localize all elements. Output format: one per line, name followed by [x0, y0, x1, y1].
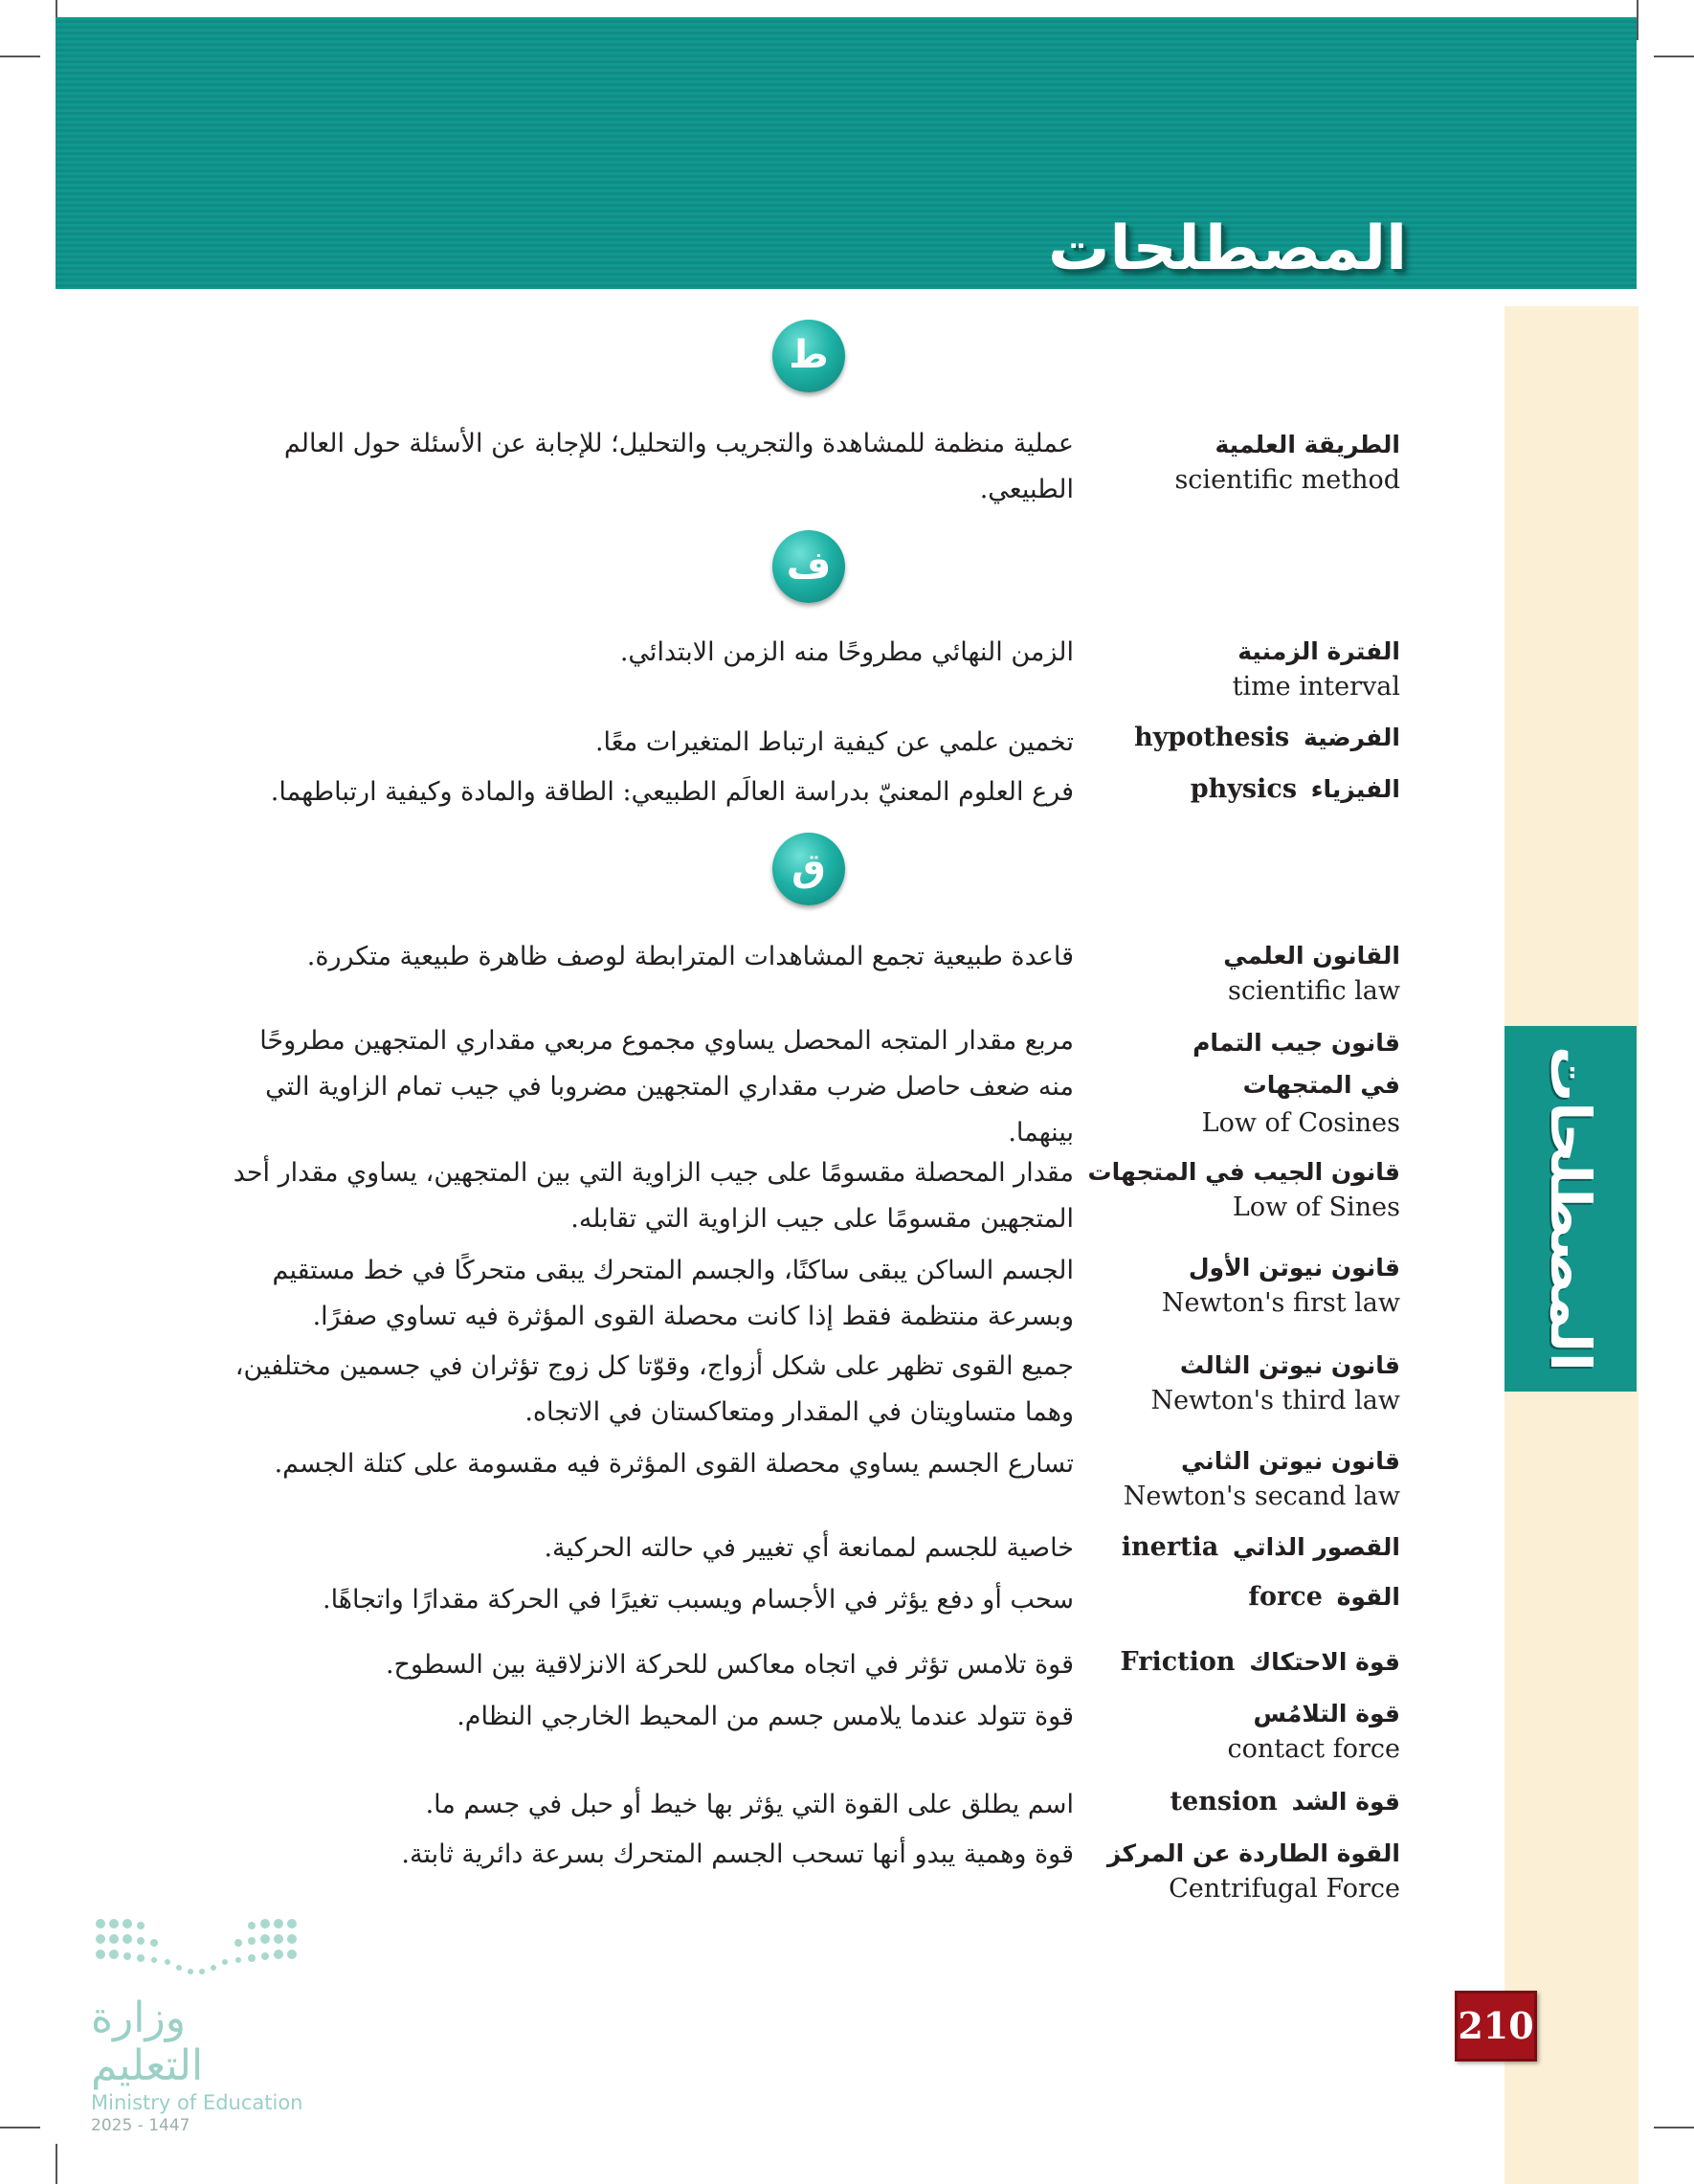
term-arabic: قانون نيوتن الأول — [1188, 1254, 1400, 1281]
term-definition: قوة وهمية يبدو أنها تسحب الجسم المتحرك بسرعة دائرية ثابتة. — [401, 1839, 1074, 1869]
crop-mark — [1654, 56, 1694, 57]
term-english: scientific law — [1227, 976, 1400, 1006]
term-english: Newton's first law — [1161, 1288, 1400, 1318]
term-definition: اسم يطلق على القوة التي يؤثر بها خيط أو حبل في جسم ما. — [425, 1790, 1074, 1819]
term-arabic: الفترة الزمنية — [1237, 637, 1400, 665]
ministry-year: 2025 - 1447 — [91, 2116, 190, 2135]
term-english: Newton's secand law — [1123, 1482, 1400, 1511]
term-definition: مربع مقدار المتجه المحصل يساوي مجموع مربعي مقداري المتجهين مطروحًا منه ضعف حاصل ضرب مقداري المتجهين مضروبا في جيب تمام الزاوية التي بينهما. — [259, 1026, 1074, 1148]
term-arabic: القوة الطاردة عن المركز — [1106, 1839, 1400, 1867]
term-arabic: قانون الجيب في المتجهات — [1087, 1158, 1400, 1186]
page-number: 210 — [1455, 1991, 1537, 2061]
term-definition: مقدار المحصلة مقسومًا على جيب الزاوية التي بين المتجهين، يساوي مقدار أحد المتجهين مقسومًا على جيب الزاوية التي تقابله. — [233, 1158, 1074, 1234]
crop-mark — [56, 2144, 57, 2184]
term-definition: الجسم الساكن يبقى ساكنًا، والجسم المتحرك يبقى متحركًا في خط مستقيم وبسرعة منتظمة فقط إذا كانت محصلة القوى المؤثرة فيه تساوي صفرًا. — [272, 1256, 1074, 1331]
crop-mark — [1637, 0, 1638, 40]
side-tab-label: المصطلحات — [1538, 1046, 1604, 1371]
term-definition: خاصية للجسم لممانعة أي تغيير في حالته الحركية. — [544, 1533, 1074, 1563]
term-arabic: الطريقة العلمية — [1215, 431, 1400, 458]
crop-mark — [0, 2127, 40, 2128]
header-banner — [56, 17, 1637, 289]
section-letter-badge: ف — [772, 530, 845, 603]
term-arabic: قوة الاحتكاك — [1249, 1648, 1400, 1676]
term-definition: سحب أو دفع يؤثر في الأجسام ويسبب تغيرًا في الحركة مقدارًا واتجاهًا. — [323, 1585, 1074, 1615]
term-arabic: القوة — [1336, 1583, 1400, 1611]
term-definition: قوة تلامس تؤثر في اتجاه معاكس للحركة الانزلاقية بين السطوح. — [385, 1650, 1074, 1680]
term-english: tension — [1170, 1787, 1278, 1816]
glossary-term — [1151, 1022, 1400, 1141]
term-definition: عملية منظمة للمشاهدة والتجريب والتحليل؛ للإجابة عن الأسئلة حول العالم الطبيعي. — [283, 429, 1074, 504]
term-arabic: قانون نيوتن الثاني — [1181, 1447, 1400, 1475]
term-english: Friction — [1120, 1647, 1236, 1677]
term-definition: قاعدة طبيعية تجمع المشاهدات المترابطة لوصف ظاهرة طبيعية متكررة. — [306, 942, 1074, 971]
ministry-name-english: Ministry of Education — [91, 2091, 303, 2114]
term-arabic: قانون جيب التمام في المتجهات — [1192, 1029, 1400, 1099]
term-english: physics — [1190, 774, 1298, 804]
term-english: Low of Sines — [1232, 1192, 1400, 1222]
side-tab — [1505, 1026, 1637, 1392]
term-english: scientific method — [1174, 465, 1400, 495]
ministry-dots-icon — [91, 1914, 301, 1981]
term-arabic: قانون نيوتن الثالث — [1179, 1351, 1400, 1379]
term-definition: تسارع الجسم يساوي محصلة القوى المؤثرة فيه مقسومة على كتلة الجسم. — [274, 1449, 1074, 1479]
section-letter-badge: ق — [772, 833, 845, 905]
term-definition: الزمن النهائي مطروحًا منه الزمن الابتدائي. — [619, 637, 1074, 667]
term-english: contact force — [1227, 1734, 1400, 1764]
term-arabic: القصور الذاتي — [1233, 1533, 1400, 1561]
term-english: Centrifugal Force — [1169, 1874, 1400, 1904]
section-letter-badge: ط — [772, 320, 845, 392]
term-arabic: قوة التلامُس — [1253, 1700, 1400, 1727]
crop-mark — [1654, 2127, 1694, 2128]
term-arabic: قوة الشد — [1291, 1788, 1400, 1816]
ministry-logo — [91, 1914, 311, 2136]
page-title: المصطلحات — [1048, 213, 1407, 284]
term-english: inertia — [1121, 1532, 1219, 1562]
term-definition: تخمين علمي عن كيفية ارتباط المتغيرات معًا. — [594, 727, 1074, 757]
term-english: Newton's third law — [1150, 1386, 1400, 1415]
term-english: time interval — [1232, 672, 1400, 702]
term-definition: فرع العلوم المعنيّ بدراسة العالَم الطبيعي: الطاقة والمادة وكيفية ارتباطهما. — [270, 777, 1074, 807]
term-arabic: القانون العلمي — [1223, 942, 1400, 969]
term-arabic: الفيزياء — [1310, 775, 1400, 803]
term-english: force — [1248, 1582, 1323, 1612]
term-definition: قوة تتولد عندما يلامس جسم من المحيط الخارجي النظام. — [457, 1702, 1074, 1731]
crop-mark — [0, 56, 40, 57]
term-english: Low of Cosines — [1201, 1108, 1400, 1138]
ministry-name-arabic: وزارة التعليم — [91, 1994, 204, 2090]
term-english: hypothesis — [1134, 723, 1290, 752]
term-arabic: الفرضية — [1303, 724, 1400, 751]
term-definition: جميع القوى تظهر على شكل أزواج، وقوّتا كل زوج تؤثران في جسمين مختلفين، وهما متساويتان في المقدار ومتعاكستان في الاتجاه. — [234, 1351, 1074, 1427]
